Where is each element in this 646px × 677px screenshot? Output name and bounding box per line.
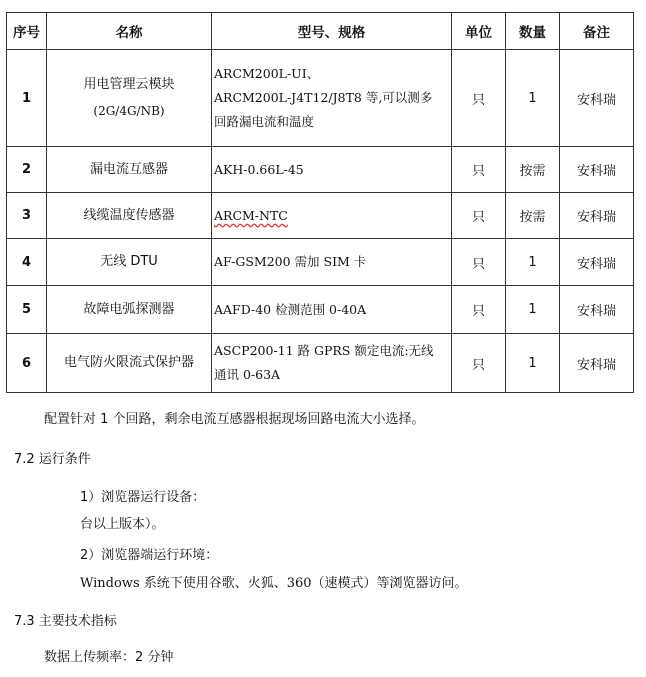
row-name: 无线 DTU xyxy=(47,239,212,286)
row-no: 1 xyxy=(7,50,47,147)
spec-text: ARCM-NTC xyxy=(214,207,288,223)
row-note: 安科瑞 xyxy=(560,286,634,334)
row-no: 3 xyxy=(7,193,47,239)
header-no: 序号 xyxy=(7,13,47,50)
row-unit: 只 xyxy=(452,239,506,286)
table-note: 配置针对 1 个回路，剩余电流互感器根据现场回路电流大小选择。 xyxy=(44,412,425,427)
row-name: 故障电弧探测器 xyxy=(47,286,212,334)
section-7-3-heading: 7.3 主要技术指标 xyxy=(14,614,117,629)
row-unit: 只 xyxy=(452,147,506,193)
row-qty: 按需 xyxy=(506,147,560,193)
row-note: 安科瑞 xyxy=(560,50,634,147)
spec-line: 通讯 0-63A xyxy=(214,367,281,382)
table-header-row xyxy=(7,13,634,50)
row-no: 2 xyxy=(7,147,47,193)
row-no: 6 xyxy=(7,334,47,393)
name-line: (2G/4G/NB) xyxy=(93,104,165,118)
browser-device-item: 1）浏览器运行设备： xyxy=(80,490,206,505)
row-no: 4 xyxy=(7,239,47,286)
name-line: 用电管理云模块 xyxy=(83,77,175,92)
header-spec: 型号、规格 xyxy=(212,13,452,50)
row-qty: 1 xyxy=(506,334,560,393)
row-spec xyxy=(212,334,452,393)
row-unit: 只 xyxy=(452,50,506,147)
row-no: 5 xyxy=(7,286,47,334)
spec-line: 回路漏电流和温度 xyxy=(214,114,315,129)
row-qty: 按需 xyxy=(506,193,560,239)
upload-frequency: 数据上传频率：2 分钟 xyxy=(44,650,174,665)
row-note: 安科瑞 xyxy=(560,239,634,286)
spec-line: ASCP200-11 路 GPRS 额定电流:无线 xyxy=(214,343,434,358)
row-spec: AKH-0.66L-45 xyxy=(212,147,452,193)
row-name: 线缆温度传感器 xyxy=(47,193,212,239)
table-row xyxy=(7,334,634,393)
section-7-2-heading: 7.2 运行条件 xyxy=(14,452,91,467)
row-qty: 1 xyxy=(506,50,560,147)
header-qty: 数量 xyxy=(506,13,560,50)
row-spec: AF-GSM200 需加 SIM 卡 xyxy=(212,239,452,286)
browser-env-item: 2）浏览器端运行环境： xyxy=(80,548,219,563)
equipment-table xyxy=(6,12,634,393)
header-unit: 单位 xyxy=(452,13,506,50)
row-note: 安科瑞 xyxy=(560,147,634,193)
row-unit: 只 xyxy=(452,334,506,393)
row-name: 电气防火限流式保护器 xyxy=(47,334,212,393)
header-note: 备注 xyxy=(560,13,634,50)
row-spec xyxy=(212,193,452,239)
table-row xyxy=(7,147,634,193)
row-qty: 1 xyxy=(506,239,560,286)
header-name: 名称 xyxy=(47,13,212,50)
row-name xyxy=(47,50,212,147)
row-note: 安科瑞 xyxy=(560,334,634,393)
row-name: 漏电流互感器 xyxy=(47,147,212,193)
browser-device-cont: 台以上版本）。 xyxy=(80,517,165,532)
row-qty: 1 xyxy=(506,286,560,334)
table-row xyxy=(7,193,634,239)
row-unit: 只 xyxy=(452,193,506,239)
spec-line: ARCM200L-J4T12/J8T8 等,可以测多 xyxy=(214,90,433,105)
browser-env-cont: Windows 系统下使用谷歌、火狐、360（速模式）等浏览器访问。 xyxy=(80,576,468,591)
row-spec xyxy=(212,50,452,147)
table-row xyxy=(7,239,634,286)
spec-line: ARCM200L-UI、 xyxy=(214,66,320,81)
row-note: 安科瑞 xyxy=(560,193,634,239)
table-row xyxy=(7,50,634,147)
row-spec: AAFD-40 检测范围 0-40A xyxy=(212,286,452,334)
table-row xyxy=(7,286,634,334)
row-unit: 只 xyxy=(452,286,506,334)
